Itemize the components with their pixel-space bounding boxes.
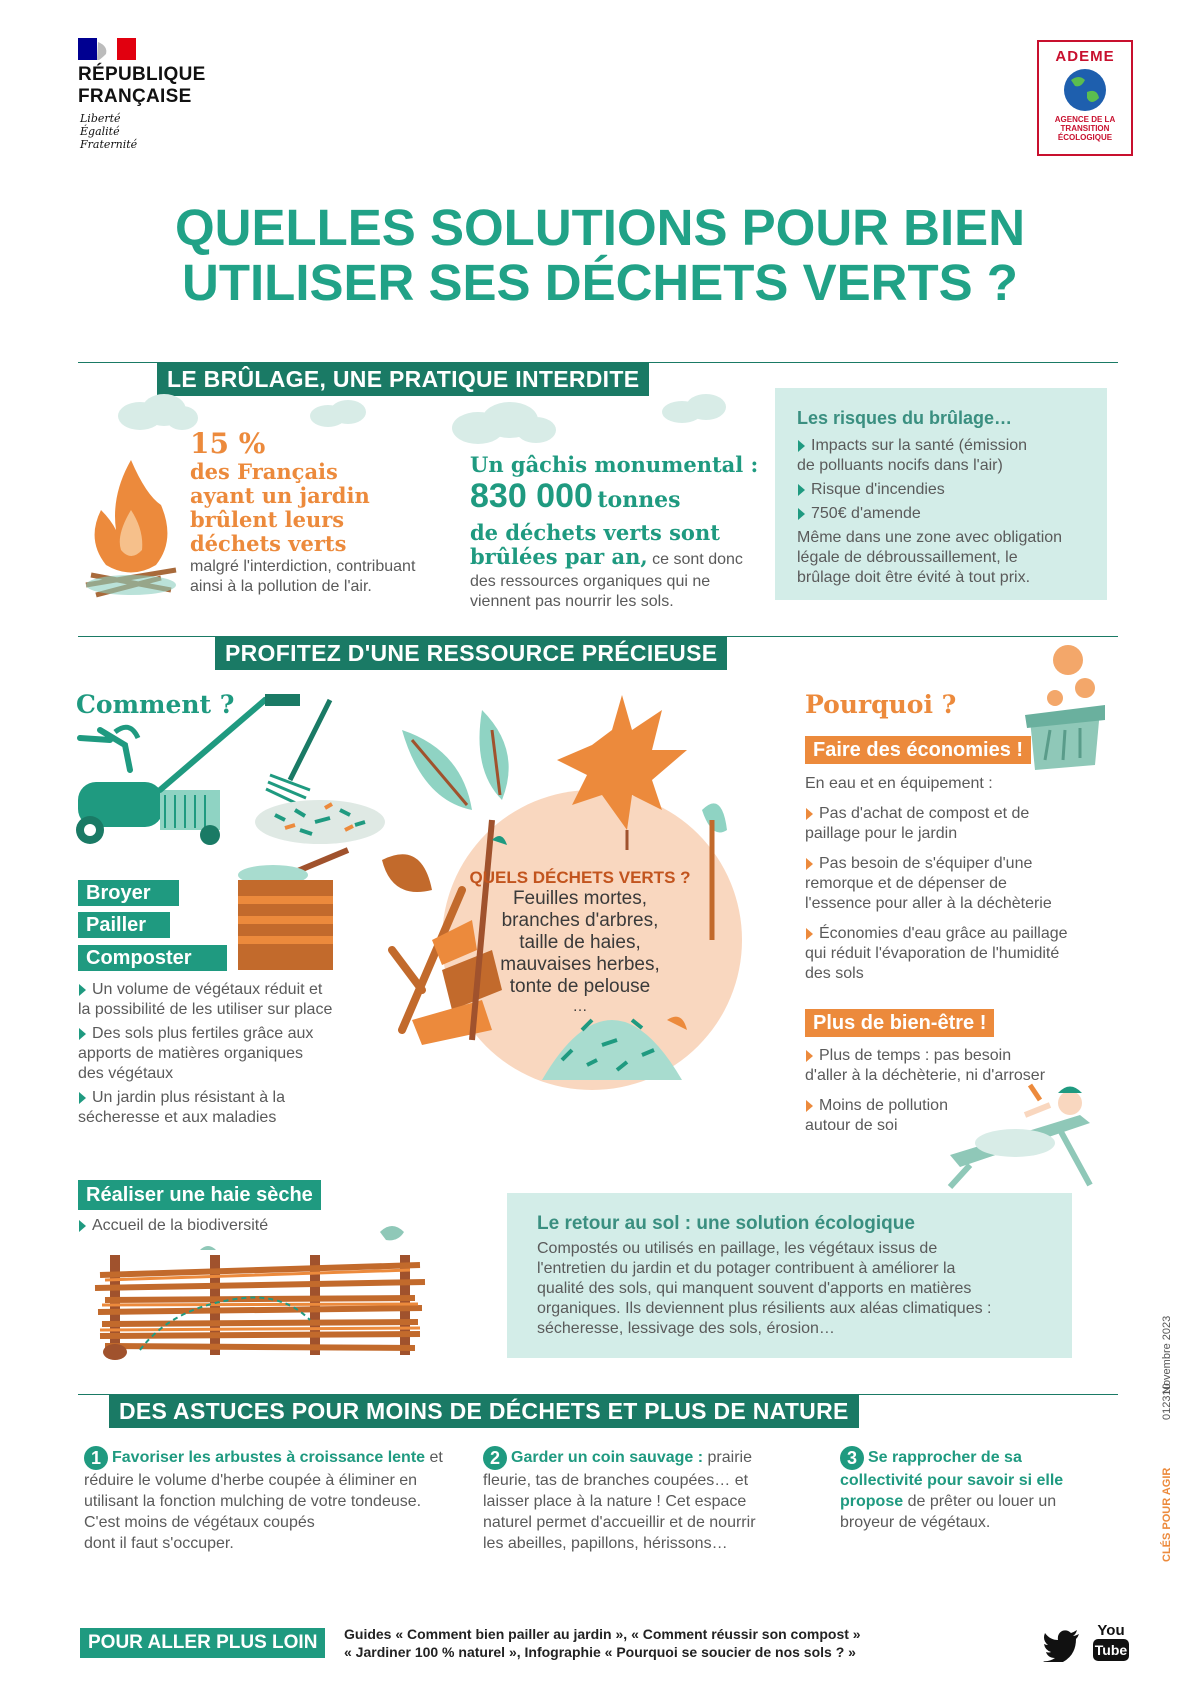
pailler-tag: Pailler (78, 912, 170, 938)
waste-stat-block (470, 452, 770, 612)
well-b1b: d'aller à la déchèterie, ni d'arroser (805, 1067, 1046, 1084)
ademe-logo (1037, 40, 1133, 156)
how-b2b: apports de matières organiques (78, 1045, 304, 1062)
more-info-label: POUR ALLER PLUS LOIN (80, 1628, 325, 1658)
center-l6: … (572, 998, 588, 1015)
cloud-icon (308, 398, 368, 428)
burning-stat-l1: des Français (190, 459, 338, 484)
eco-b2a: Pas besoin de s'équiper d'une (819, 855, 1033, 872)
risk-note2: légale de débroussaillement, le (797, 549, 1018, 566)
how-benefits-list (78, 980, 378, 1128)
burning-stat-tail2: ainsi à la pollution de l'air. (190, 578, 372, 595)
title-line1: QUELLES SOLUTIONS POUR BIEN (174, 199, 1026, 256)
tip-2-l2: fleurie, tas de branches coupées… et (483, 1472, 749, 1489)
burning-stat-l4: déchets verts (190, 531, 347, 556)
waste-l3: brûlées par an, (470, 544, 648, 569)
how-benefit-item (78, 1088, 378, 1108)
risk-item (797, 504, 1097, 524)
tip-2 (483, 1446, 803, 1554)
tip-1-a: et (429, 1449, 443, 1466)
economies-list (805, 774, 1105, 984)
why-title: Pourquoi ? (805, 690, 957, 719)
rf-line1: RÉPUBLIQUE (78, 64, 206, 85)
eco-b3a: Économies d'eau grâce au paillage (819, 925, 1068, 942)
how-b2c: des végétaux (78, 1065, 174, 1082)
waste-l3-line (470, 545, 770, 572)
rf-motto2: Égalité (80, 125, 120, 138)
waste-unit: tonnes (597, 487, 681, 513)
how-title: Comment ? (76, 690, 235, 719)
side-brand: CLÉS POUR AGIR (1161, 1467, 1173, 1562)
youtube-icon[interactable] (1093, 1623, 1129, 1661)
tip-3-l3 (840, 1491, 1110, 1512)
waste-tail5: viennent pas nourrir les sols. (470, 593, 674, 610)
guides-l1[interactable]: Guides « Comment bien pailler au jardin », « Comment réussir son compost » (344, 1626, 861, 1642)
tip-1-l3: utilisant la fonction mulching de votre tondeuse. (84, 1493, 422, 1510)
tip-1-first-line (84, 1446, 464, 1470)
how-b2a: Des sols plus fertiles grâce aux (92, 1025, 314, 1042)
tip-3-a: de prêter ou louer un (907, 1493, 1057, 1510)
eco-b1b: paillage pour le jardin (805, 825, 958, 842)
tip-2-first-line (483, 1446, 803, 1470)
center-l3: taille de haies, (519, 932, 641, 953)
youtube-top: You (1097, 1622, 1125, 1639)
tip-1-number: 1 (84, 1446, 108, 1470)
risk1b: de polluants nocifs dans l'air) (797, 457, 1003, 474)
globe-icon (1063, 68, 1107, 112)
burning-stat-l2: ayant un jardin (190, 483, 370, 508)
rf-motto1: Liberté (80, 112, 121, 125)
wellbeing-tag: Plus de bien-être ! (805, 1009, 994, 1037)
twitter-icon[interactable] (1043, 1630, 1081, 1662)
wellbeing-item (805, 1046, 1105, 1066)
how-b3a: Un jardin plus résistant à la (92, 1089, 285, 1106)
risk2: Risque d'incendies (811, 481, 945, 498)
eco-b2c: l'essence pour aller à la déchèterie (805, 895, 1052, 912)
eco-b3b: qui réduit l'évaporation de l'humidité (805, 945, 1060, 962)
how-b1a: Un volume de végétaux réduit et (92, 981, 323, 998)
guides-l2[interactable]: « Jardiner 100 % naturel », Infographie « Pourquoi se soucier de nos sols ? » (344, 1644, 856, 1660)
cloud-icon (112, 392, 202, 432)
tip-1 (84, 1446, 464, 1554)
tip-3-l4: broyeur de végétaux. (840, 1514, 991, 1531)
guides-links[interactable] (344, 1625, 861, 1661)
republique-francaise-logo (78, 38, 218, 153)
risks-list (797, 436, 1097, 588)
waste-head: Un gâchis monumental : (470, 452, 759, 477)
soil-box (507, 1193, 1072, 1358)
tip-2-bold: Garder un coin sauvage : (511, 1449, 704, 1466)
risk1a: Impacts sur la santé (émission (811, 437, 1028, 454)
tips-section-header: DES ASTUCES POUR MOINS DE DÉCHETS ET PLUS DE NATURE (109, 1394, 859, 1428)
side-code: 012310 (1161, 1383, 1173, 1420)
burning-section-header: LE BRÛLAGE, UNE PRATIQUE INTERDITE (157, 362, 649, 396)
dry-hedge-illustration (80, 1220, 440, 1360)
center-l4: mauvaises herbes, (500, 954, 660, 975)
soil-l1: Compostés ou utilisés en paillage, les végétaux issus de (537, 1240, 938, 1257)
eco-item (805, 924, 1105, 944)
center-waste-list (430, 868, 730, 1016)
tip-2-l4: naturel permet d'accueillir et de nourrir (483, 1514, 756, 1531)
risk-note3: brûlage doit être évité à tout prix. (797, 569, 1031, 586)
eco-intro: En eau et en équipement : (805, 775, 993, 792)
resource-section-header: PROFITEZ D'UNE RESSOURCE PRÉCIEUSE (215, 636, 727, 670)
tip-2-l3: laisser place à la nature ! Cet espace (483, 1493, 747, 1510)
how-benefit-item (78, 980, 378, 1000)
tip-2-l5: les abeilles, papillons, hérissons… (483, 1535, 728, 1552)
well-b1a: Plus de temps : pas besoin (819, 1047, 1012, 1064)
center-title: QUELS DÉCHETS VERTS ? (469, 868, 691, 887)
tip-3-bold3: propose (840, 1493, 904, 1510)
eco-item (805, 854, 1105, 874)
ademe-sub2: TRANSITION (1060, 124, 1110, 133)
tip-2-a: prairie (707, 1449, 752, 1466)
burning-stat-pct: 15 % (190, 427, 266, 460)
risk-item (797, 436, 1097, 456)
tip-3 (840, 1446, 1110, 1533)
center-l2: branches d'arbres, (501, 910, 659, 931)
risk-note1: Même dans une zone avec obligation (797, 529, 1063, 546)
youtube-bottom: Tube (1093, 1639, 1129, 1661)
waste-l2: de déchets verts sont (470, 520, 720, 545)
rf-motto3: Fraternité (80, 138, 138, 151)
burning-stat-tail1: malgré l'interdiction, contribuant (190, 558, 416, 575)
soil-l3: qualité des sols, qui manquent souvent d'apports en matières (537, 1280, 972, 1297)
risk3: 750€ d'amende (811, 505, 921, 522)
waste-number: 830 000 (470, 477, 593, 515)
eco-b2b: remorque et de dépenser de (805, 875, 1007, 892)
risks-box (775, 388, 1107, 600)
garden-tools-illustration (70, 690, 390, 870)
tip-3-bold2: collectivité pour savoir si elle (840, 1472, 1064, 1489)
cloud-icon (448, 400, 558, 448)
eco-item (805, 804, 1105, 824)
waste-number-line (470, 478, 770, 521)
soil-l4: organiques. Ils deviennent plus résilients aux aléas climatiques : (537, 1300, 992, 1317)
ademe-sub3: ÉCOLOGIQUE (1057, 133, 1113, 142)
center-l5: tonte de pelouse (509, 976, 651, 997)
soil-text (537, 1239, 1057, 1339)
deckchair-person-icon (930, 1075, 1110, 1190)
how-b3b: sécheresse et aux maladies (78, 1109, 277, 1126)
marianne-flag-icon (78, 38, 136, 60)
eco-b3c: des sols (805, 965, 864, 982)
tip-1-l4: C'est moins de végétaux coupés (84, 1514, 315, 1531)
tip-3-first-line (840, 1446, 1110, 1470)
tip-3-number: 3 (840, 1446, 864, 1470)
economies-tag: Faire des économies ! (805, 736, 1031, 764)
center-l1: Feuilles mortes, (512, 888, 648, 909)
waste-tail3: ce sont donc (652, 551, 743, 568)
well-b2a: Moins de pollution (819, 1097, 948, 1114)
how-benefit-item (78, 1024, 378, 1044)
ademe-sub1: AGENCE DE LA (1054, 115, 1116, 124)
side-date: Novembre 2023 (1161, 1315, 1173, 1394)
tip-1-l2: réduire le volume d'herbe coupée à éliminer en (84, 1472, 418, 1489)
well-b2b: autour de soi (805, 1117, 898, 1134)
risks-title: Les risques du brûlage… (797, 408, 1013, 428)
soil-title: Le retour au sol : une solution écologique (537, 1213, 915, 1234)
title-line2: UTILISER SES DÉCHETS VERTS ? (182, 254, 1018, 311)
soil-l5: sécheresse, lessivage des sols, érosion… (537, 1320, 835, 1337)
hedge-b1: Accueil de la biodiversité (92, 1217, 269, 1234)
page-title (0, 200, 1200, 310)
hedge-tag: Réaliser une haie sèche (78, 1180, 321, 1210)
composter-tag: Composter (78, 945, 227, 971)
how-b1b: la possibilité de les utiliser sur place (78, 1001, 333, 1018)
burning-stat-block (190, 428, 460, 597)
cloud-icon (660, 392, 730, 424)
rf-line2: FRANÇAISE (78, 86, 192, 107)
broyer-tag: Broyer (78, 880, 179, 906)
fire-icon (76, 450, 186, 600)
tip-3-bold1: Se rapprocher de sa (868, 1449, 1022, 1466)
waste-tail4: des ressources organiques qui ne (470, 573, 711, 590)
ademe-name: ADEME (1055, 48, 1115, 65)
eco-b1a: Pas d'achat de compost et de (819, 805, 1030, 822)
soil-l2: l'entretien du jardin et du potager contribuent à améliorer la (537, 1260, 956, 1277)
tip-1-l5: dont il faut s'occuper. (84, 1535, 234, 1552)
tip-2-number: 2 (483, 1446, 507, 1470)
risk-item (797, 480, 1097, 500)
tip-1-bold: Favoriser les arbustes à croissance lente (112, 1449, 426, 1466)
burning-stat-l3: brûlent leurs (190, 507, 345, 532)
compost-bin-icon (228, 845, 368, 975)
